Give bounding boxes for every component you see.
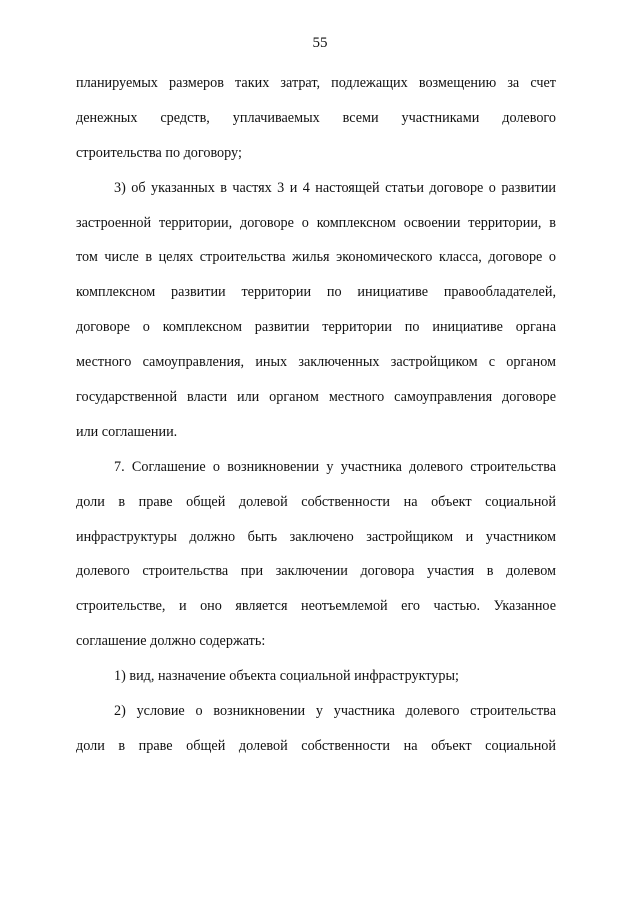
body-text [76, 66, 556, 764]
text-line: соглашение должно содержать: [76, 633, 266, 650]
text-line: доли в праве общей долевой собственности на объект социальной [76, 737, 556, 754]
text-line: договоре о комплексном развитии территории по инициативе органа [76, 319, 556, 336]
text-line: комплексном развитии территории по инициативе правообладателей, [76, 284, 556, 301]
text-line: 2) условие о возникновении у участника долевого строительства [114, 703, 556, 720]
text-line: застроенной территории, договоре о комплексном освоении территории, в [76, 214, 556, 231]
text-line: 7. Соглашение о возникновении у участника долевого строительства [114, 458, 556, 475]
text-line: доли в праве общей долевой собственности на объект социальной [76, 493, 556, 510]
text-line: 1) вид, назначение объекта социальной инфраструктуры; [114, 668, 459, 685]
text-line: местного самоуправления, иных заключенных застройщиком с органом [76, 354, 556, 371]
text-line: строительства по договору; [76, 144, 242, 161]
text-line: строительстве, и оно является неотъемлемой его частью. Указанное [76, 598, 556, 615]
text-line: денежных средств, уплачиваемых всеми участниками долевого [76, 109, 556, 126]
text-line: или соглашении. [76, 423, 178, 440]
text-line: инфраструктуры должно быть заключено застройщиком и участником [76, 528, 556, 545]
text-line: том числе в целях строительства жилья экономического класса, договоре о [76, 249, 556, 266]
text-line: долевого строительства при заключении договора участия в долевом [76, 563, 556, 580]
page-number: 55 [312, 35, 328, 51]
text-line: 3) об указанных в частях 3 и 4 настоящей статьи договоре о развитии [114, 179, 556, 196]
text-line: государственной власти или органом местного самоуправления договоре [76, 389, 556, 406]
text-line: планируемых размеров таких затрат, подлежащих возмещению за счет [76, 75, 556, 91]
